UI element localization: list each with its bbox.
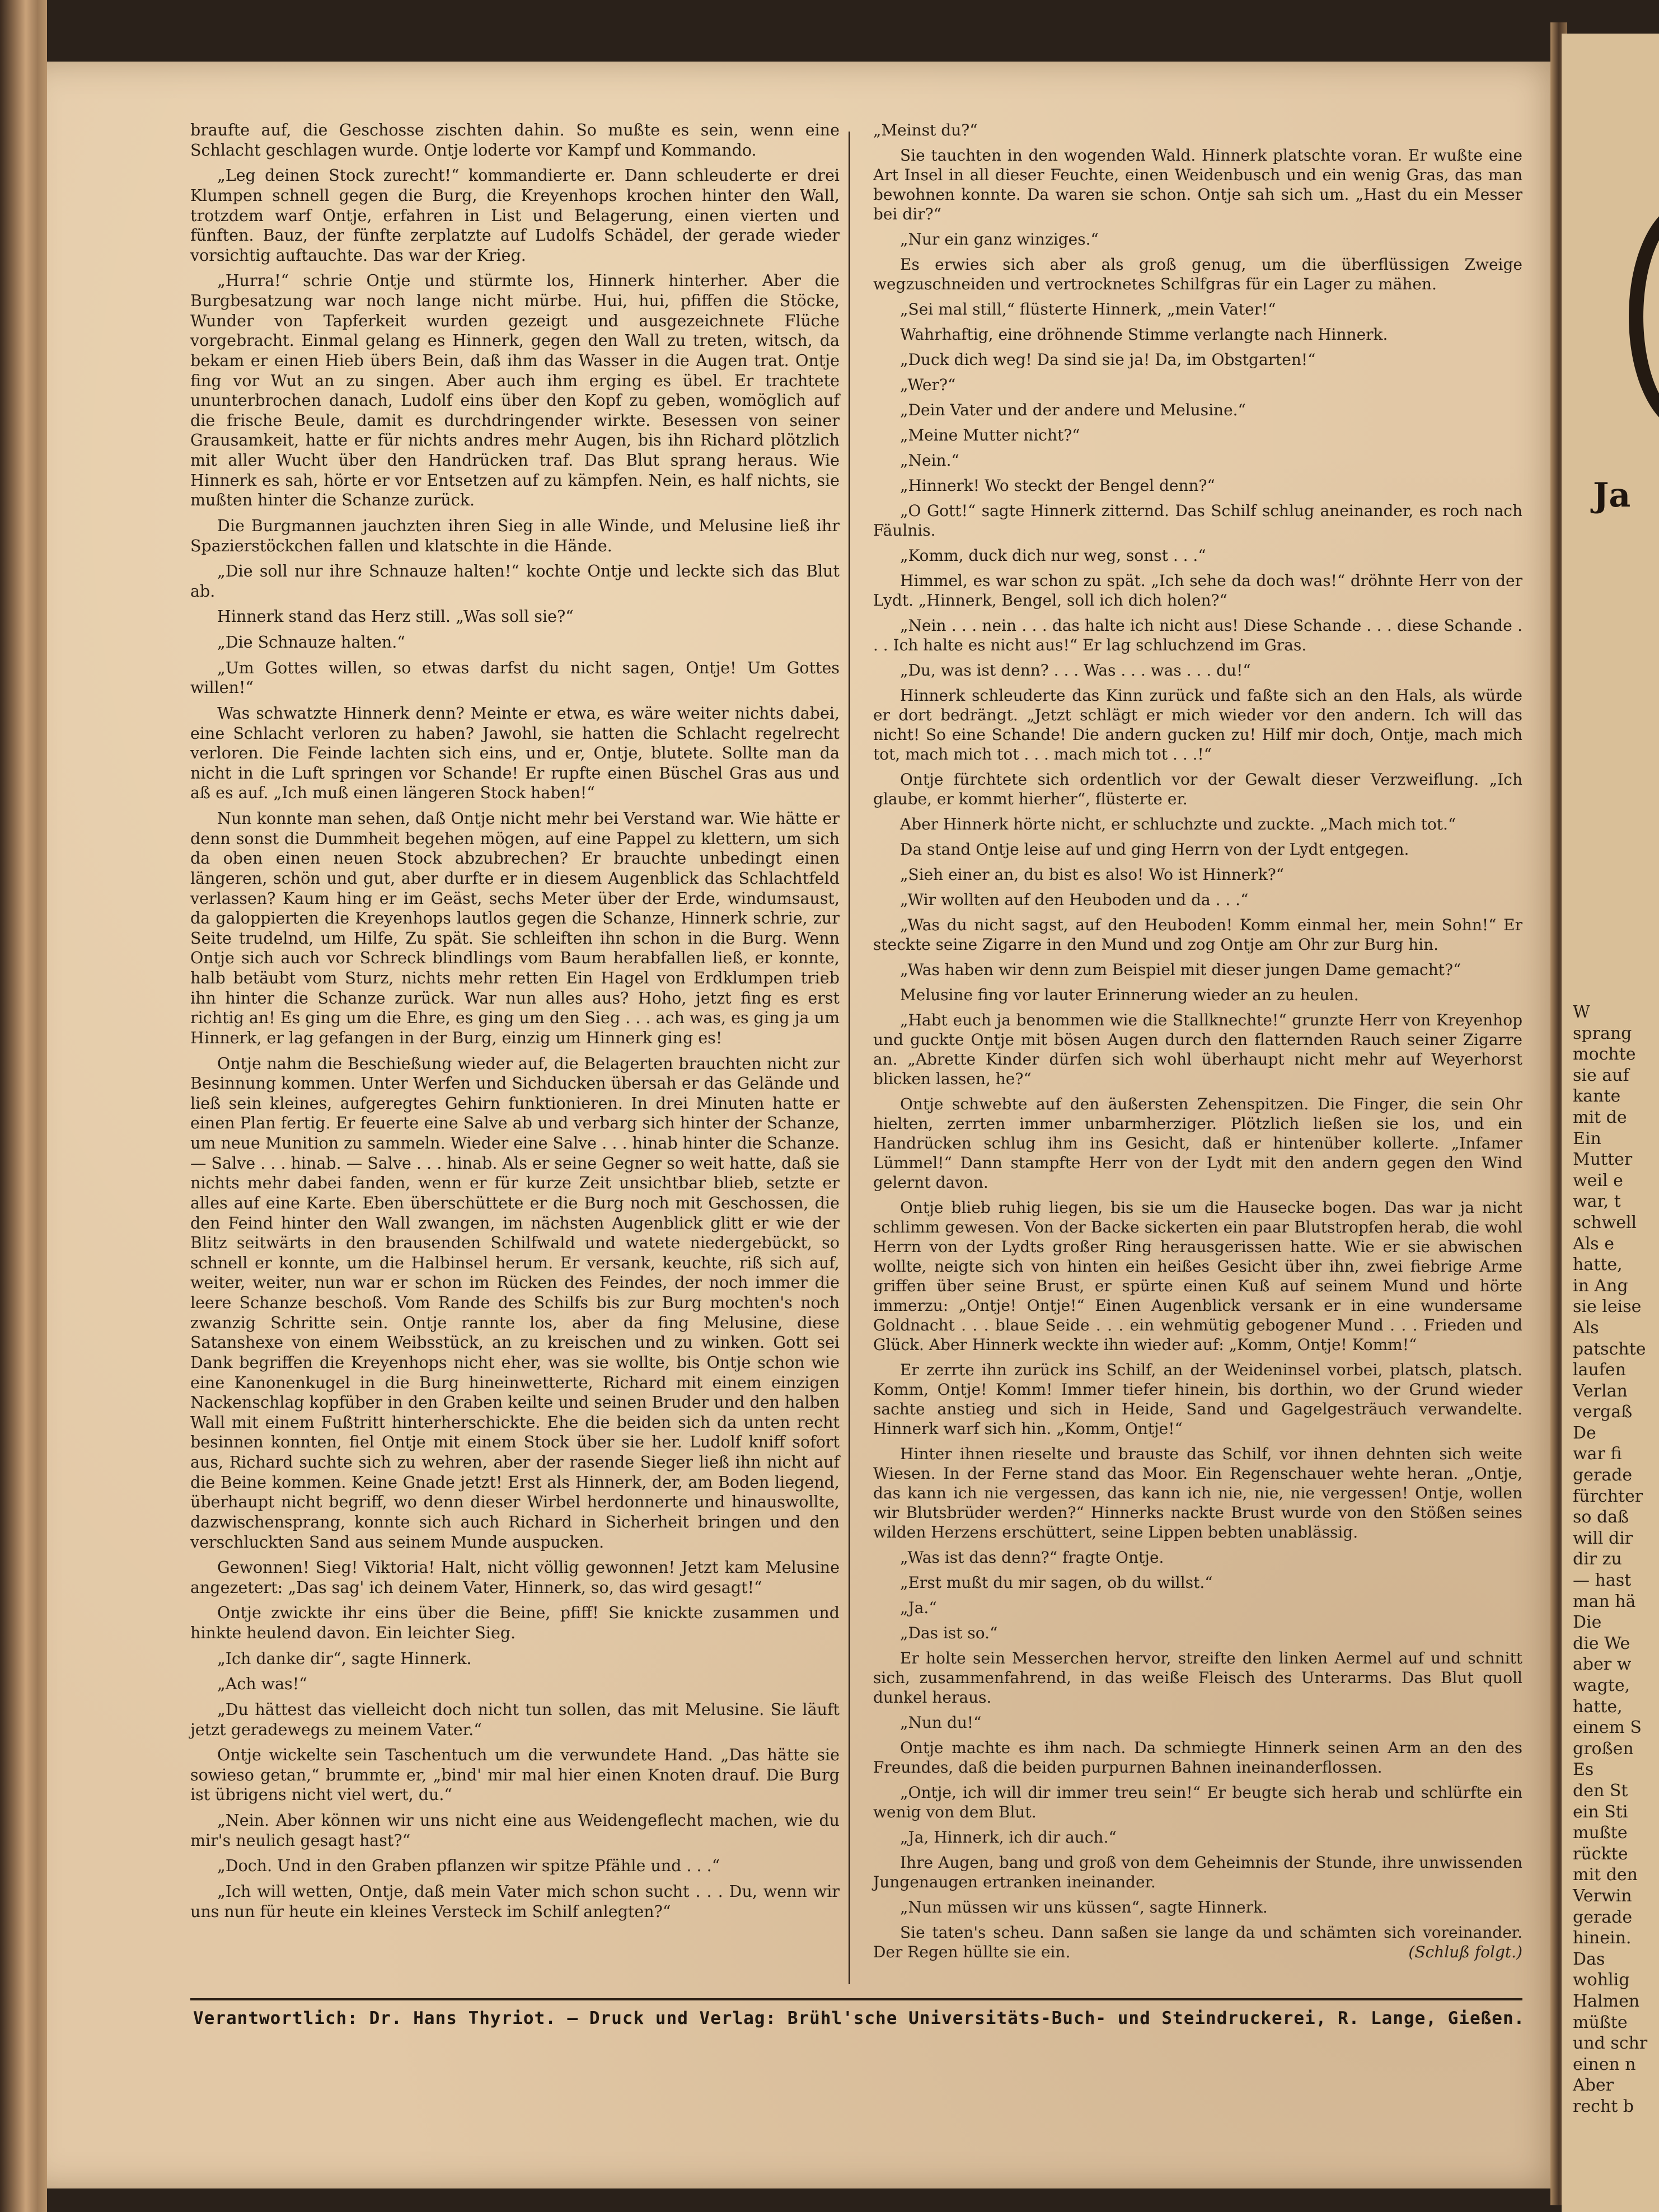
facing-page-line: großen: [1573, 1738, 1634, 1759]
facing-page-line: man hä: [1573, 1591, 1636, 1611]
paragraph: Sie tauchten in den wogenden Wald. Hinnerk platschte voran. Er wußte eine Art Insel in all dieser Feuchte, einen Weidenbusch und ein wenig Gras, das man bewohnen konnte. Da waren sie schon. Ontje sah sich um. „Hast du ein Messer bei dir?“: [873, 146, 1522, 223]
paragraph: Ihre Augen, bang und groß von dem Geheimnis der Stunde, ihre unwissenden Jungenaugen ertranken ineinander.: [873, 1853, 1522, 1891]
paragraph: Wahrhaftig, eine dröhnende Stimme verlangte nach Hinnerk.: [900, 325, 1388, 344]
facing-page-line: fürchter: [1573, 1486, 1643, 1506]
text-column-left: [190, 120, 840, 1927]
paragraph: Was schwatzte Hinnerk denn? Meinte er etwa, es wäre weiter nichts dabei, eine Schlacht verloren zu haben? Jawohl, sie hatten die Schlacht regelrecht verloren. Die Feinde lachten sich eins, und er, Ontje, blutete. Sollte man da nicht in die Luft springen vor Schande! Er rupfte einen Büschel Gras aus und aß es auf. „Ich muß einen längeren Stock haben!“: [190, 704, 840, 803]
paragraph: Ontje fürchtete sich ordentlich vor der Gewalt dieser Verzweiflung. „Ich glaube, er kommt hierher“, flüsterte er.: [873, 770, 1522, 808]
paragraph: „Was ist das denn?“ fragte Ontje.: [900, 1548, 1164, 1567]
paragraph: „Das ist so.“: [900, 1624, 998, 1642]
book-edge: [0, 0, 47, 2212]
facing-page-line: war fi: [1573, 1444, 1622, 1464]
facing-page-line: sprang: [1573, 1023, 1632, 1043]
facing-page-line: hinein.: [1573, 1928, 1632, 1948]
paragraph: Hinter ihnen rieselte und brauste das Schilf, vor ihnen dehnten sich weite Wiesen. In der Ferne stand das Moor. Ein Regenschauer wehte heran. „Ontje, das kann ich nie vergessen, das kann ich nie, nie, nie vergessen! Ontje, wollen wir Blutsbrüder werden?“ Hinnerks nackte Brust wurde von den Stößen seines wilden Herzens erschüttert, seine Lippen bebten unablässig.: [873, 1445, 1522, 1541]
paragraph: „Um Gottes willen, so etwas darfst du nicht sagen, Ontje! Um Gottes willen!“: [190, 658, 840, 697]
paragraph: „Wer?“: [900, 376, 956, 394]
facing-page-line: will dir: [1573, 1528, 1633, 1548]
paragraph: „Nein.“: [900, 451, 959, 470]
facing-page-line: ein Sti: [1573, 1802, 1628, 1822]
facing-page-line: mit de: [1573, 1107, 1627, 1127]
facing-page-line: gerade: [1573, 1465, 1633, 1485]
paragraph: „Nun müssen wir uns küssen“, sagte Hinnerk.: [900, 1898, 1268, 1916]
paragraph: Da stand Ontje leise auf und ging Herrn von der Lydt entgegen.: [900, 840, 1409, 859]
paragraph: „Ich will wetten, Ontje, daß mein Vater mich schon sucht . . . Du, wenn wir uns nun für heute ein kleines Versteck im Schilf anlegten?“: [190, 1882, 840, 1921]
paragraph: „Leg deinen Stock zurecht!“ kommandierte er. Dann schleuderte er drei Klumpen schnell gegen die Burg, die Kreyenhops krochen hinter den Wall, trotzdem warf Ontje, erfahren in List und Belagerung, einen vierten und fünften. Bauz, der fünfte zerplatzte auf Ludolfs Schädel, der gerade wieder vorsichtig auftauchte. Das war der Krieg.: [190, 166, 840, 265]
paragraph: Ontje wickelte sein Taschentuch um die verwundete Hand. „Das hätte sie sowieso getan,“ brummte er, „bind' mir mal hier einen Knoten drauf. Die Burg ist übrigens nicht viel wert, du.“: [190, 1746, 840, 1805]
facing-page-line: müßte: [1573, 2012, 1628, 2032]
facing-page-line: dir zu: [1573, 1549, 1622, 1569]
facing-page-line: die We: [1573, 1633, 1630, 1653]
facing-page-heading: Ja: [1593, 476, 1631, 515]
facing-page-line: wagte,: [1573, 1676, 1630, 1695]
facing-page-line: vergaß: [1573, 1402, 1633, 1422]
paragraph: Es erwies sich aber als groß genug, um die überflüssigen Zweige wegzuschneiden und vertrocknetes Schilfgras für ein Lager zu mähen.: [873, 255, 1522, 293]
paragraph: „Komm, duck dich nur weg, sonst . . .“: [900, 546, 1206, 565]
paragraph: Er holte sein Messerchen hervor, streifte den linken Aermel auf und schnitt sich, zusammenfahrend, in das weiße Fleisch des Unterarms. Das Blut quoll dunkel heraus.: [873, 1649, 1522, 1707]
paragraph: Melusine fing vor lauter Erinnerung wieder an zu heulen.: [900, 986, 1359, 1004]
paragraph: „Habt euch ja benommen wie die Stallknechte!“ grunzte Herr von Kreyenhop und guckte Ontje mit bösen Augen durch den flatternden Rauch seiner Zigarre an. „Abrette Kinder dürfen sich wohl überhaupt nicht mehr auf Weyerhorst blicken lassen, he?“: [873, 1011, 1522, 1088]
paragraph: Ontje machte es ihm nach. Da schmiegte Hinnerk seinen Arm an den des Freundes, daß die beiden purpurnen Bahnen ineinanderflossen.: [873, 1738, 1522, 1777]
paragraph: „O Gott!“ sagte Hinnerk zitternd. Das Schilf schlug aneinander, es roch nach Fäulnis.: [873, 502, 1522, 540]
paragraph: Ontje zwickte ihr eins über die Beine, pfiff! Sie knickte zusammen und hinkte heulend davon. Ein leichter Sieg.: [190, 1604, 840, 1642]
facing-page-line: war, t: [1573, 1192, 1621, 1212]
facing-page-line: einem S: [1573, 1718, 1642, 1738]
paragraph: „Ontje, ich will dir immer treu sein!“ Er beugte sich herab und schlürfte ein wenig von dem Blut.: [873, 1783, 1522, 1821]
paragraph: Die Burgmannen jauchzten ihren Sieg in alle Winde, und Melusine ließ ihr Spazierstöckchen fallen und klatschte in die Hände.: [190, 516, 840, 555]
paragraph: braufte auf, die Geschosse zischten dahin. So mußte es sein, wenn eine Schlacht geschlagen wurde. Ontje loderte vor Kampf und Kommando.: [190, 121, 840, 160]
text-column-right: [873, 120, 1522, 1967]
facing-page-line: den St: [1573, 1780, 1628, 1801]
paragraph: „Nein. Aber können wir uns nicht eine aus Weidengeflecht machen, wie du mir's neulich gesagt hast?“: [190, 1811, 840, 1850]
facing-page-text: [1573, 1002, 1659, 2117]
facing-page-line: mit den: [1573, 1865, 1638, 1885]
facing-page-line: und schr: [1573, 2033, 1648, 2054]
paragraph: „Meinst du?“: [873, 121, 978, 139]
facing-page-line: Als e: [1573, 1234, 1614, 1254]
paragraph: „Ja, Hinnerk, ich dir auch.“: [900, 1828, 1117, 1847]
paragraph: „Ich danke dir“, sagte Hinnerk.: [217, 1649, 472, 1668]
facing-page-line: hatte,: [1573, 1697, 1623, 1717]
facing-page-line: recht b: [1573, 2096, 1634, 2116]
facing-page: [1562, 34, 1659, 2212]
facing-page-line: Ein: [1573, 1128, 1601, 1149]
facing-page-line: kante: [1573, 1086, 1621, 1107]
facing-page-line: — hast: [1573, 1571, 1632, 1591]
paragraph: Er zerrte ihn zurück ins Schilf, an der Weideninsel vorbei, platsch, platsch. Komm, Ontje! Komm! Immer tiefer hinein, bis dorthin, wo der Grund wieder sachte anstieg und sich in Heide, Sand und Gagelgesträuch verwandelte. Hinnerk warf sich hin. „Komm, Ontje!“: [873, 1361, 1522, 1438]
paragraph: „Die soll nur ihre Schnauze halten!“ kochte Ontje und leckte sich das Blut ab.: [190, 562, 840, 601]
facing-page-line: Aber: [1573, 2075, 1614, 2096]
facing-page-line: gerade: [1573, 1907, 1633, 1927]
facing-page-line: Verwin: [1573, 1886, 1632, 1906]
paragraph: „Was haben wir denn zum Beispiel mit dieser jungen Dame gemacht?“: [900, 960, 1461, 979]
facing-page-line: Das: [1573, 1949, 1605, 1969]
paragraph: „Du hättest das vielleicht doch nicht tun sollen, das mit Melusine. Sie läuft jetzt geradewegs zu meinem Vater.“: [190, 1700, 840, 1739]
paragraph: Ontje schwebte auf den äußersten Zehenspitzen. Die Finger, die sein Ohr hielten, zerrten immer unbarmherziger. Plötzlich ließen sie los, und ein Handrücken schlug ihm ins Gesicht, daß er hintenüber kollerte. „Infamer Lümmel!“ Dann stampfte Herr von der Lydt mit den andern gegen den Wind gelernt davon.: [873, 1095, 1522, 1192]
facing-page-line: laufen: [1573, 1360, 1626, 1380]
paragraph: Ontje blieb ruhig liegen, bis sie um die Hausecke bogen. Das war ja nicht schlimm gewesen. Von der Backe sickerten ein paar Blutstropfen herab, die wohl Herrn von der Lydts großer Ring herausgerissen hatte. Wie er sie abwischen wollte, neigte sich von hinten ein heißes Gesicht über ihn, zwei fiebrige Arme griffen über seine Brust, er spürte einen Kuß auf seinem Mund und hörte immerzu: „Ontje! Ontje!“ Einen Augenblick versank er in eine wundersame Goldnacht . . . blaue Seide . . . ein wehmütig gebogener Mund . . . Frieden und Glück. Aber Hinnerk weckte ihn wieder auf: „Komm, Ontje! Komm!“: [873, 1198, 1522, 1354]
paragraph: „Erst mußt du mir sagen, ob du willst.“: [900, 1573, 1213, 1592]
paragraph: „Meine Mutter nicht?“: [900, 426, 1080, 444]
facing-page-line: mochte: [1573, 1044, 1636, 1065]
paragraph: Aber Hinnerk hörte nicht, er schluchzte und zuckte. „Mach mich tot.“: [900, 815, 1456, 833]
paragraph: Gewonnen! Sieg! Viktoria! Halt, nicht völlig gewonnen! Jetzt kam Melusine angezetert: „Das sag' ich deinem Vater, Hinnerk, so, das wird gesagt!“: [190, 1558, 840, 1597]
paragraph: „Nur ein ganz winziges.“: [900, 230, 1099, 249]
paragraph: „Ach was!“: [217, 1675, 307, 1694]
paragraph: „Sieh einer an, du bist es also! Wo ist Hinnerk?“: [900, 865, 1285, 884]
facing-page-line: sie leise: [1573, 1297, 1642, 1317]
paragraph: „Dein Vater und der andere und Melusine.“: [900, 401, 1246, 419]
facing-page-line: Es: [1573, 1760, 1594, 1780]
facing-page-line: aber w: [1573, 1655, 1632, 1675]
facing-page-ornament: [1629, 201, 1659, 432]
facing-page-line: schwell: [1573, 1212, 1637, 1232]
paragraph: Hinnerk schleuderte das Kinn zurück und faßte sich an den Hals, als würde er dort bedrängt. „Jetzt schlägt er mich wieder vor den andern. Ich will das nicht! So eine Schande! Die andern gucken zu! Hilf mir doch, Ontje, mach mich tot, mach mich tot . . . mach mich tot . . .!“: [873, 686, 1522, 763]
facing-page-line: Als: [1573, 1318, 1599, 1338]
facing-page-line: Verlan: [1573, 1381, 1628, 1401]
facing-page-line: sie auf: [1573, 1065, 1629, 1085]
paragraph: Hinnerk stand das Herz still. „Was soll sie?“: [217, 607, 574, 626]
facing-page-line: mußte: [1573, 1823, 1628, 1843]
facing-page-line: wohlig: [1573, 1970, 1630, 1990]
facing-page-line: Mutter: [1573, 1150, 1633, 1170]
facing-page-line: De: [1573, 1423, 1596, 1443]
continued-note: (Schluß folgt.): [1408, 1943, 1522, 1961]
paragraph: „Was du nicht sagst, auf den Heuboden! Komm einmal her, mein Sohn!“ Er steckte seine Zigarre in den Mund und zog Ontje am Ohr zur Burg hin.: [873, 916, 1522, 954]
imprint-line: Verantwortlich: Dr. Hans Thyriot. — Druck und Verlag: Brühl'sche Universitäts-Buch- und Steindruckerei, R. Lange, Gießen.: [193, 2008, 1525, 2028]
facing-page-line: Die: [1573, 1613, 1602, 1633]
paragraph: „Hinnerk! Wo steckt der Bengel denn?“: [900, 476, 1215, 495]
facing-page-line: hatte,: [1573, 1255, 1623, 1275]
facing-page-line: in Ang: [1573, 1276, 1628, 1296]
paragraph: „Du, was ist denn? . . . Was . . . was . . . du!“: [900, 661, 1251, 679]
column-divider: [849, 132, 850, 1984]
paragraph: „Doch. Und in den Graben pflanzen wir spitze Pfähle und . . .“: [217, 1857, 720, 1876]
facing-page-line: W: [1573, 1002, 1590, 1022]
facing-page-line: einen n: [1573, 2054, 1636, 2074]
paragraph: „Wir wollten auf den Heuboden und da . . .“: [900, 891, 1249, 909]
facing-page-line: rückte: [1573, 1844, 1628, 1864]
paragraph: „Duck dich weg! Da sind sie ja! Da, im Obstgarten!“: [900, 350, 1316, 369]
paragraph: Sie taten's scheu. Dann saßen sie lange da und schämten sich voreinander. Der Regen hüllte sie ein. (Schluß folgt.): [873, 1923, 1522, 1961]
facing-page-line: so daß: [1573, 1507, 1629, 1527]
facing-page-line: weil e: [1573, 1170, 1623, 1191]
footer-rule: [190, 1998, 1522, 2000]
paragraph: „Hurra!“ schrie Ontje und stürmte los, Hinnerk hinterher. Aber die Burgbesatzung war noch lange nicht mürbe. Hui, hui, pfiffen die Stöcke, Wunder von Tapferkeit wurden gezeigt und ausgezeichnete Flüche vorgebracht. Einmal gelang es Hinnerk, gegen den Wall zu treten, witsch, da bekam er einen Hieb übers Bein, daß ihm das Wasser in die Augen trat. Ontje fing vor Wut an zu singen. Aber auch ihm erging es übel. Er trachtete ununterbrochen danach, Ludolf eins über den Kopf zu geben, womöglich auf die frische Beule, damit es durchdringender wirkte. Besessen von seiner Grausamkeit, hatte er für nichts andres mehr Augen, bis ihn Richard plötzlich mit aller Wucht über den Handrücken traf. Das Blut sprang heraus. Wie Hinnerk es sah, hörte er vor Entsetzen auf zu kämpfen. Nein, es half nichts, sie mußten hinter die Schanze zurück.: [190, 271, 840, 510]
paragraph: „Die Schnauze halten.“: [217, 633, 405, 652]
paragraph: „Nein . . . nein . . . das halte ich nicht aus! Diese Schande . . . diese Schande . . . Ich halte es nicht aus!“ Er lag schluchzend im Gras.: [873, 616, 1522, 654]
paragraph: „Sei mal still,“ flüsterte Hinnerk, „mein Vater!“: [900, 300, 1276, 318]
facing-page-line: Halmen: [1573, 1991, 1640, 2011]
paragraph: Nun konnte man sehen, daß Ontje nicht mehr bei Verstand war. Wie hätte er denn sonst die Dummheit begehen mögen, auf eine Pappel zu klettern, um sich da oben einen neuen Stock abzubrechen? Er brauchte unbedingt einen längeren, schön und gut, aber durfte er in diesem Augenblick das Schlachtfeld verlassen? Kaum hing er im Geäst, sechs Meter über der Erde, windumsaust, da galoppierten die Kreyenhops lautlos gegen die Schanze, Hinnerk schrie, zur Seite trudelnd, um Hilfe, Zu spät. Sie schleiften ihn schon in die Burg. Wenn Ontje sich auch vor Schreck blindlings vom Baum herabfallen ließ, er konnte, halb betäubt vom Sturz, nichts mehr retten Ein Hagel von Erdklumpen trieb ihn hinter die Schanze zurück. War nun alles aus? Hoho, jetzt fing es erst richtig an! Es ging um die Ehre, es ging um den Sieg . . . ach was, es ging ja um Hinnerk, er lag gefangen in der Burg, einzig um Hinnerk ging es!: [190, 809, 840, 1047]
paragraph: Ontje nahm die Beschießung wieder auf, die Belagerten brauchten nicht zur Besinnung kommen. Unter Werfen und Sichducken übersah er das Gelände und ließ sein kleines, aufgeregtes Gehirn funktionieren. In drei Minuten hatte er einen Plan fertig. Er feuerte eine Salve ab und verbarg sich hinter der Schanze, um neue Munition zu sammeln. Wieder eine Salve . . . hinab hinter die Schanze. — Salve . . . hinab. — Salve . . . hinab. Als er seine Gegner so weit hatte, daß sie nichts mehr dabei fanden, wenn er für kurze Zeit unsichtbar blieb, setzte er alles auf eine Karte. Eben überschüttete er die Burg noch mit Geschossen, die den Feind hinter den Wall zwangen, im nächsten Augenblick glitt er wie der Blitz seitwärts in den brausenden Schilfwald und watete niedergebückt, so schnell er konnte, um die Halbinsel herum. Er versank, keuchte, riß sich auf, weiter, weiter, nun war er schon im Rücken des Feindes, der noch immer die leere Schanze beschoß. Vom Rande des Schilfs bis zur Burg mochten's noch zwanzig Schritte sein. Ontje rannte los, aber da fing Melusine, diese Satanshexe von einem Weibsstück, an zu kreischen und zu winken. Gott sei Dank begriffen die Kreyenhops nicht eher, was sie wollte, bis Ontje schon wie eine Kanonenkugel in die Burg hineinwetterte, Richard mit einem einzigen Nackenschlag kopfüber in den Graben keilte und seinen Bruder und den halben Wall mit einem Fußtritt hinterherschickte. Ehe die beiden sich da unten recht besinnen konnten, fiel Ontje mit einem Stock über sie her. Ludolf kniff sofort aus, Richard suchte sich zu wehren, aber der rasende Sieger ließ ihn nicht auf die Beine kommen. Keine Gnade jetzt! Erst als Hinnerk, der, am Boden liegend, überhaupt nicht begriff, wo denn dieser Wirbel herdonnerte und hinauswollte, dazwischensprang, konnte sich auch Richard in Sicherheit bringen und den verschluckten Sand aus seinem Munde auspucken.: [190, 1054, 840, 1552]
paragraph: „Ja.“: [900, 1599, 937, 1617]
paragraph: Himmel, es war schon zu spät. „Ich sehe da doch was!“ dröhnte Herr von der Lydt. „Hinnerk, Bengel, soll ich dich holen?“: [873, 571, 1522, 610]
paragraph: „Nun du!“: [900, 1713, 982, 1732]
facing-page-line: patschte: [1573, 1339, 1646, 1359]
